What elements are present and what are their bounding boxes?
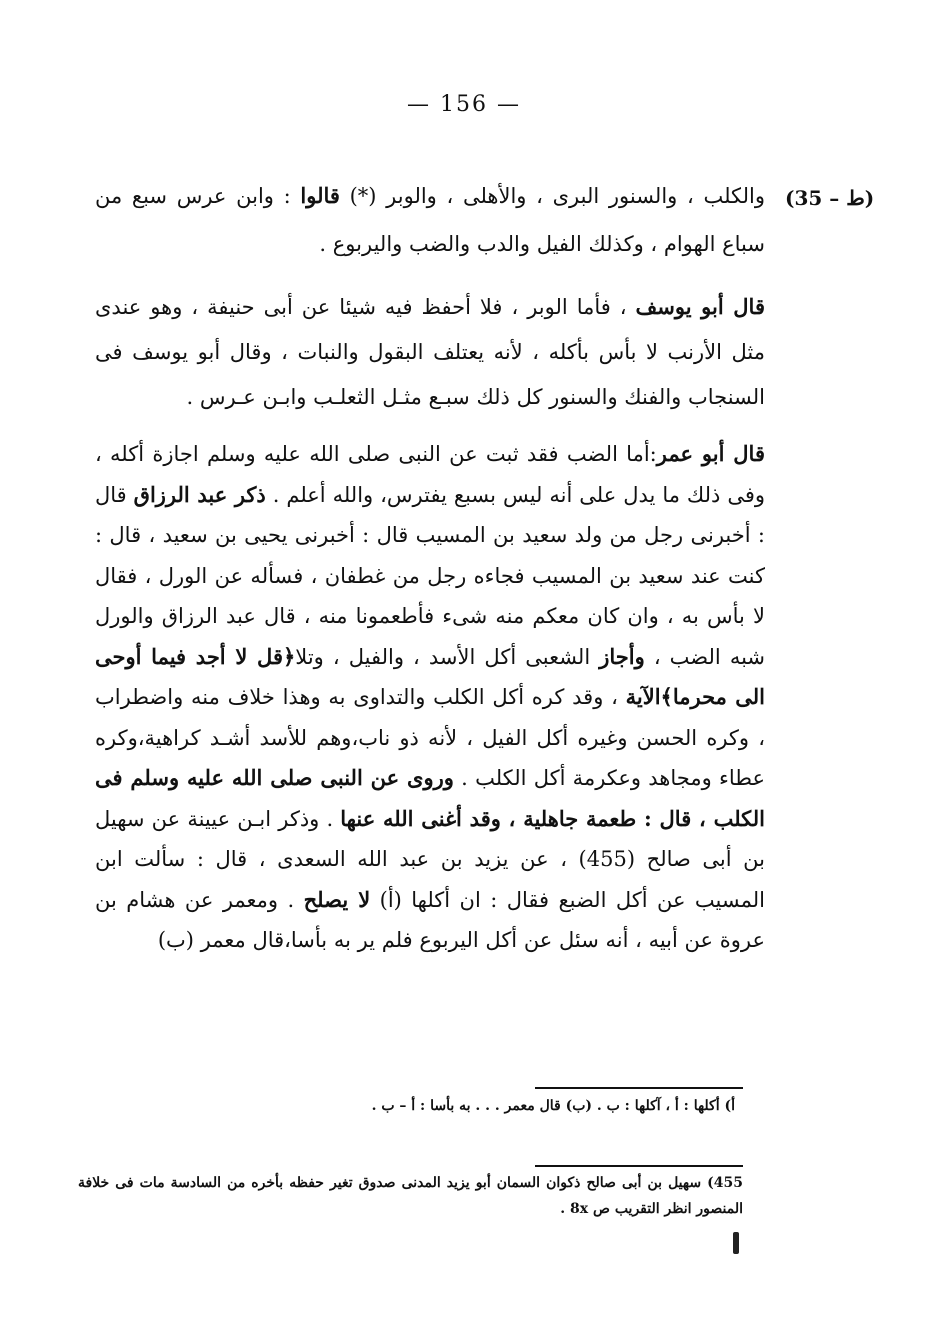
body-text <box>95 172 765 975</box>
text-segment-bold: قال أبو عمر <box>656 441 765 466</box>
text-segment: ، فأما الوبر ، فلا أحفظ فيه شيئا عن أبى حنيفة ، وهو عندى مثل الأرنب لا بأس بأكله ، لأنه يعتلف البقول والنبات ، وقال أبو يوسف فى السنجاب والفنك والسنور كل ذلك سبـع مثـل الثعلـب وابـن عـرس . <box>95 295 765 409</box>
ink-mark <box>733 1232 739 1254</box>
margin-note: (35 – ط) <box>785 186 875 210</box>
paragraph-2 <box>95 284 765 420</box>
text-segment-bold: قال أبو يوسف <box>635 294 765 319</box>
text-segment: قال : أخبرنى رجل من ولد سعيد بن المسيب قال : أخبرنى يحيى بن سعيد ، قال : كنت عند سعيد بن المسيب فجاءه رجل من غطفان ، فسأله عن الورل ، فقال لا بأس به ، وان كان معكم منه شىء فأطعمونا منه ، قال عبد الرزاق والورل شبه الضب ، <box>95 482 766 669</box>
text-segment: . وذكر ابـن عيينة عن سهيل بن أبى صالح (455) ، عن يزيد بن عبد الله السعدى ، قال : سألت ابن المسيب عن أكل الضبع فقال : ان أكلها (أ) <box>95 806 766 912</box>
text-segment: ، وقد كره أكل الكلب والتداوى به وهذا خلاف منه واضطراب ، وكره الحسن وغيره أكل الفيل ، لأنه ذو ناب،وهم للأسد أشـد كراهية،وكره عطاء ومجاهد وعكرمة أكل الكلب . <box>95 685 765 790</box>
text-segment: . ومعمر عن هشام بن عروة عن أبيه ، أنه سئل عن أكل اليربوع فلم ير به بأسا،قال معمر (ب) <box>95 887 765 952</box>
text-segment: : وابن عرس سبع من سباع الهوام ، وكذلك الفيل والدب والضب واليربوع . <box>95 184 765 256</box>
footnote-divider <box>535 1087 743 1089</box>
text-segment: الشعبى أكل الأسد ، والفيل ، وتلا <box>295 644 600 669</box>
text-segment: :أما الضب فقد ثبت عن النبى صلى الله عليه وسلم اجازة أكله ، وفى ذلك ما يدل على أنه ليس بسبع يفترس، والله أعلم . <box>95 442 766 507</box>
footnote-variants: أ) أكلها : أ ، آكلها : ب . (ب) قال معمر . . . به بأسا : أ – ب . <box>371 1098 735 1114</box>
footnote-biography: 455) سهيل بن أبى صالح ذكوان السمان أبو يزيد المدنى صدوق تغير حفظه بأخره من السادسة مات فى خلافة المنصور انظر التقريب ص 8x . <box>78 1175 743 1217</box>
paragraph-3 <box>95 434 765 961</box>
text-segment-bold: وروى عن النبى صلى الله عليه وسلم فى الكلب ، قال : طعمة جاهلية ، وقد أغنى الله عنها <box>95 765 765 831</box>
page-number: — 156 — <box>407 92 521 117</box>
text-segment-bold: قالوا <box>300 183 340 208</box>
footnote-divider <box>535 1165 743 1167</box>
text-segment-bold: وأجاز <box>599 643 645 669</box>
text-segment-bold: لا يصلح <box>303 886 371 912</box>
paragraph-1 <box>95 172 765 268</box>
text-segment-bold: ﴿قل لا أجد فيما أوحى الى محرما﴾الآية <box>95 643 765 709</box>
text-segment-bold: ذكر عبد الرزاق <box>133 481 266 507</box>
text-segment: والكلب ، والسنور البرى ، والأهلى ، والوبر (*) <box>339 184 765 208</box>
